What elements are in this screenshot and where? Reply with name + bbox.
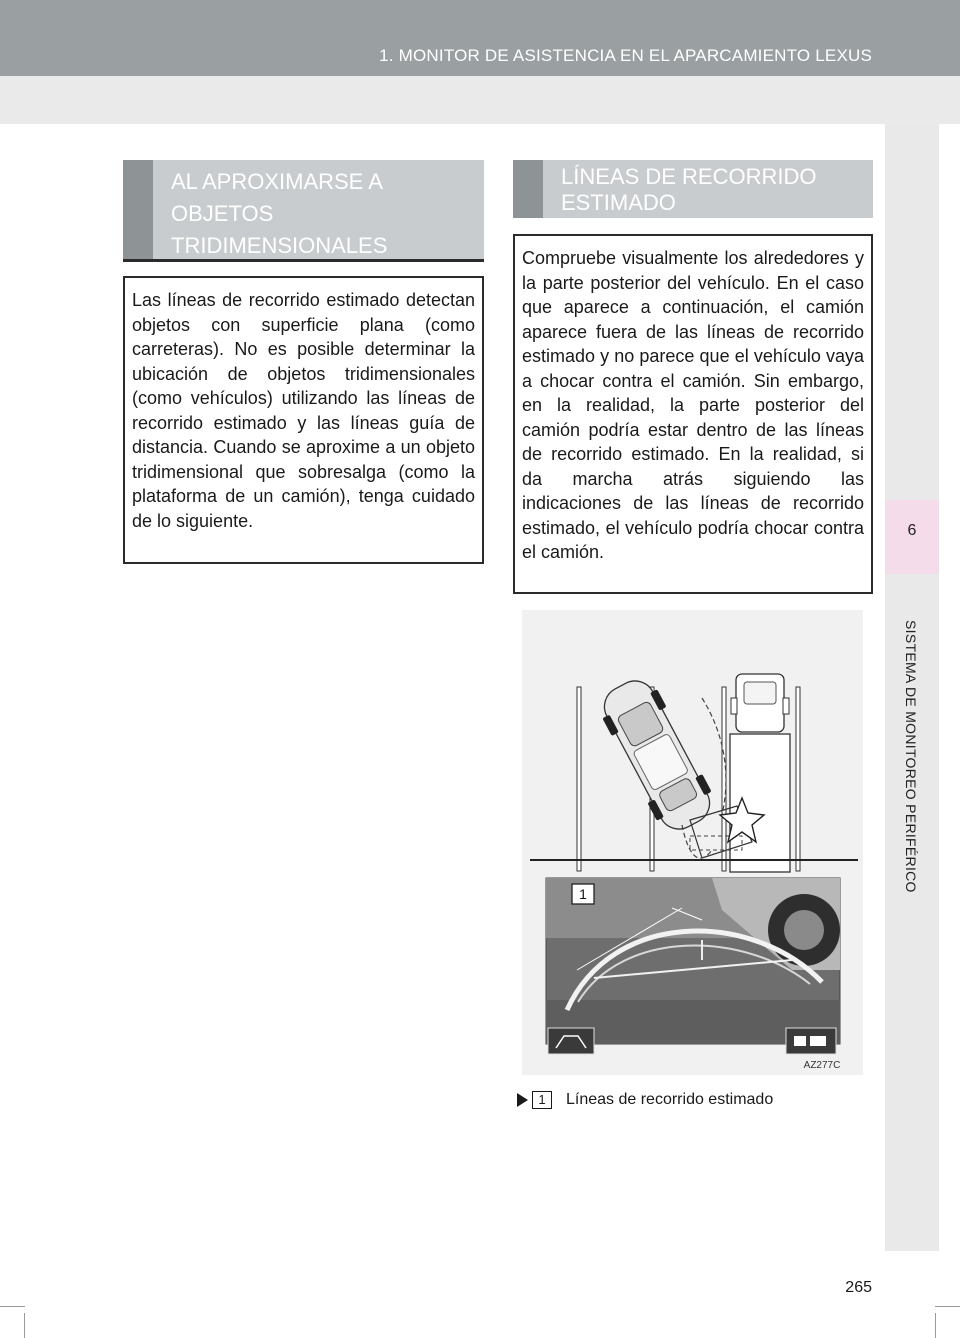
figure-code: AZ277C	[803, 1060, 841, 1071]
chapter-title: SISTEMA DE MONITOREO PERIFÉRICO	[903, 620, 919, 893]
heading-bar	[513, 160, 543, 218]
top-view-diagram	[577, 672, 800, 872]
car-icon	[593, 672, 721, 839]
crop-mark	[935, 1306, 960, 1307]
left-section-body: Las líneas de recorrido estimado detectan objetos con superficie plana (como carreteras). No es posible determinar la ubicación de objetos tridimensionales (como vehículos) utilizando las líneas de recorrido estimado y las líneas guía de distancia. Cuando se aproxime a un objeto tridimensional que sobresalga (como la plataforma de un camión), tenga cuidado de lo siguiente.	[123, 276, 484, 564]
right-section-heading	[513, 160, 873, 218]
crop-mark	[0, 1306, 25, 1307]
heading-bar	[123, 160, 153, 259]
camera-toggle-icon	[786, 1028, 836, 1054]
right-section-body: Compruebe visualmente los alrededores y la parte posterior del vehículo. En el caso que aparece a continuación, el camión aparece fuera de las líneas de recorrido estimado y no parece que el vehículo vaya a chocar contra el camión. Sin embargo, en la realidad, la parte posterior del camión podría estar dentro de las líneas de recorrido estimado. En la realidad, si da marcha atrás siguiendo las indicaciones de las líneas de recorrido estimado, el vehículo podría chocar contra el camión.	[513, 234, 873, 594]
left-heading-text: AL APROXIMARSE A OBJETOS TRIDIMENSIONALES	[171, 169, 388, 258]
truck-icon	[730, 674, 790, 872]
figure-caption	[517, 1089, 773, 1111]
page-number: 265	[845, 1279, 872, 1296]
illustration	[522, 610, 863, 1075]
running-header: 1. MONITOR DE ASISTENCIA EN EL APARCAMIENTO LEXUS	[379, 46, 872, 65]
right-heading-text: LÍNEAS DE RECORRIDO ESTIMADO	[561, 164, 817, 215]
crop-mark	[24, 1313, 25, 1338]
caption-text: Líneas de recorrido estimado	[566, 1091, 774, 1108]
illustration-svg	[522, 610, 863, 1075]
triangle-bullet-icon	[517, 1093, 528, 1107]
crop-mark	[935, 1313, 936, 1338]
guide-mode-icon	[548, 1028, 594, 1054]
camera-view	[546, 878, 840, 1054]
chapter-title-container	[895, 584, 927, 929]
callout-number: 1	[579, 886, 587, 902]
caption-number: 1	[532, 1091, 552, 1109]
chapter-number: 6	[907, 522, 917, 539]
left-section-heading	[123, 160, 484, 262]
callout-1	[572, 884, 594, 904]
